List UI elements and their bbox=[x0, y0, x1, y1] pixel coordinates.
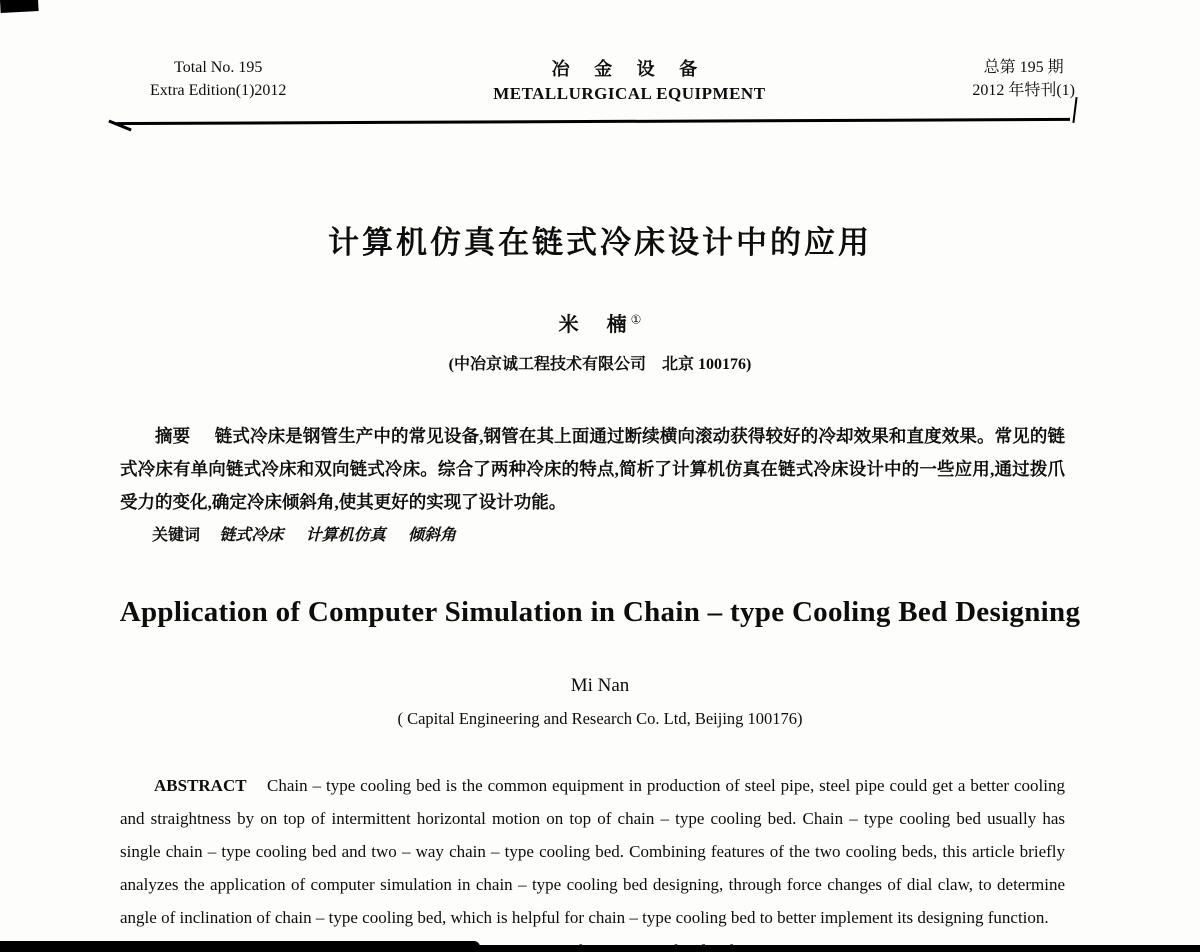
scan-edge-artifact-bottom-left bbox=[0, 941, 480, 952]
article-body bbox=[0, 217, 1200, 952]
article-title-english: Application of Computer Simulation in Chain – type Cooling Bed Designing bbox=[119, 595, 1081, 628]
keywords-label-chinese: 关键词 bbox=[152, 526, 201, 544]
author-footnote-mark: ① bbox=[630, 312, 642, 327]
abstract-label-chinese: 摘要 bbox=[155, 425, 191, 446]
journal-name-chinese: 冶 金 设 备 bbox=[551, 59, 708, 79]
journal-issue-year-zh: 2012 年特刊(1) bbox=[972, 82, 1075, 100]
journal-extra-edition: Extra Edition(1)2012 bbox=[150, 82, 287, 100]
keyword-chinese: 计算机仿真 bbox=[305, 526, 386, 544]
journal-name-block bbox=[493, 56, 765, 107]
author-name-chinese: 米 楠 bbox=[558, 313, 631, 336]
author-name-english: Mi Nan bbox=[570, 674, 630, 696]
author-line-chinese bbox=[0, 308, 1200, 337]
keywords-chinese bbox=[120, 519, 1065, 552]
keyword-chinese: 链式冷床 bbox=[219, 526, 284, 544]
abstract-text-english: Chain – type cooling bed is the common equipment in production of steel pipe, steel pipe could get a better cooling and straightness by on top of intermittent horizontal motion on top of chain – type cooling bed. Chain – type cooling bed usually has single chain – type cooling bed and two – way chain – type cooling bed. Combining features of the two cooling beds, this article briefly analyzes the application of computer simulation in chain – type cooling bed designing, through force changes of dial claw, to determine angle of inclination of chain – type cooling bed, which is helpful for chain – type cooling bed to better implement its designing function. bbox=[120, 775, 1065, 927]
journal-issue-info-left bbox=[150, 56, 286, 102]
scan-edge-artifact-top-left bbox=[0, 0, 39, 13]
affiliation-english: ( Capital Engineering and Research Co. Ltd, Beijing 100176) bbox=[397, 708, 803, 728]
journal-name-english: METALLURGICAL EQUIPMENT bbox=[493, 84, 766, 104]
article-title-chinese: 计算机仿真在链式冷床设计中的应用 bbox=[328, 224, 872, 260]
journal-header bbox=[0, 0, 1200, 107]
affiliation-chinese: (中冶京诚工程技术有限公司 北京 100176) bbox=[448, 355, 752, 373]
keyword-chinese: 倾斜角 bbox=[408, 526, 457, 544]
abstract-label-english: ABSTRACT bbox=[154, 775, 247, 795]
journal-total-number: Total No. 195 bbox=[174, 59, 263, 76]
abstract-chinese bbox=[120, 420, 1065, 519]
header-divider-rule bbox=[112, 111, 1070, 133]
abstract-text-chinese: 链式冷床是钢管生产中的常见设备,钢管在其上面通过断续横向滚动获得较好的冷却效果和直度效果。常见的链式冷床有单向链式冷床和双向链式冷床。综合了两种冷床的特点,简析了计算机仿真在链式冷床设计中的一些应用,通过拨爪受力的变化,确定冷床倾斜角,使其更好的实现了设计功能。 bbox=[120, 425, 1066, 512]
header-rule-line bbox=[116, 118, 1070, 125]
abstract-english bbox=[120, 769, 1065, 934]
journal-issue-info-right bbox=[972, 56, 1075, 102]
journal-issue-number-zh: 总第 195 期 bbox=[983, 59, 1064, 76]
